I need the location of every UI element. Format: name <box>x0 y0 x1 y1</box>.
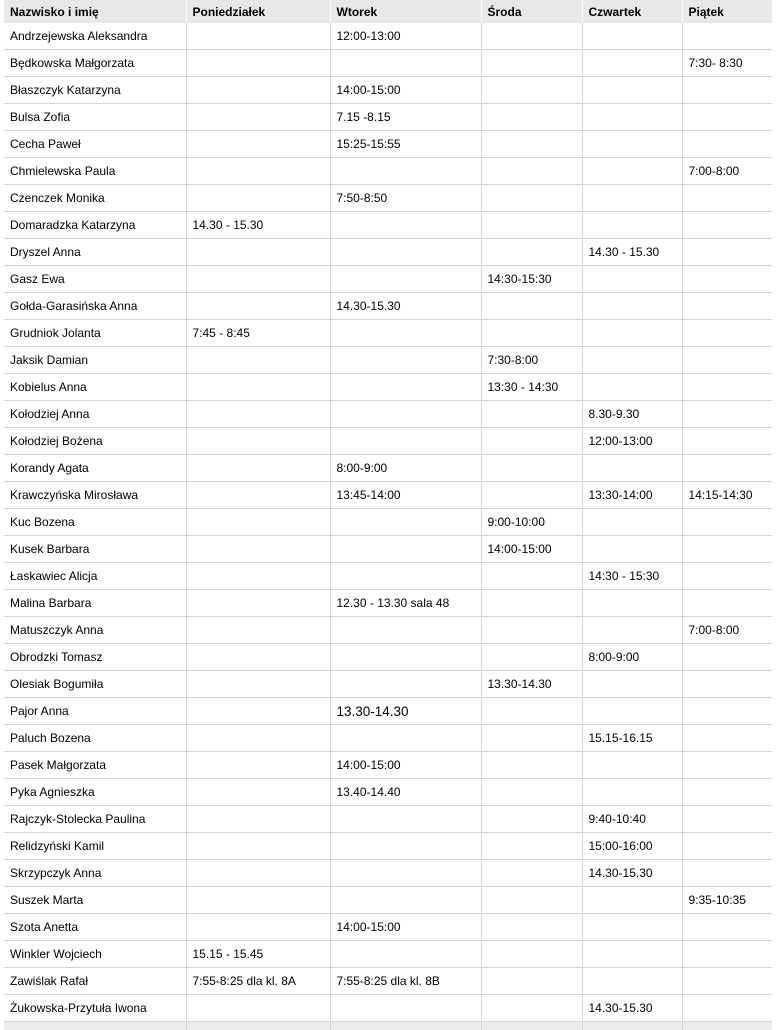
cell-tuesday <box>330 401 481 428</box>
cell-name: Zawiślak Rafał <box>4 968 186 995</box>
cell-wednesday <box>481 104 582 131</box>
cell-friday <box>682 779 772 806</box>
cell-monday <box>186 50 330 77</box>
table-row <box>4 536 772 563</box>
schedule-body <box>4 23 772 1030</box>
cell-wednesday <box>481 131 582 158</box>
cell-monday <box>186 401 330 428</box>
cell-name: Domaradzka Katarzyna <box>4 212 186 239</box>
cell-name: Będkowska Małgorzata <box>4 50 186 77</box>
cell-thursday <box>582 752 682 779</box>
cell-name: Korandy Agata <box>4 455 186 482</box>
cell-monday <box>186 347 330 374</box>
cell-friday <box>682 833 772 860</box>
cell-thursday: 14:30 - 15:30 <box>582 563 682 590</box>
cell-name: Winkler Wojciech <box>4 941 186 968</box>
header-row <box>4 0 772 23</box>
cell-tuesday <box>330 860 481 887</box>
schedule-table <box>4 0 772 1030</box>
cell-friday: 9:35-10:35 <box>682 887 772 914</box>
cell-thursday <box>582 185 682 212</box>
cell-thursday <box>582 887 682 914</box>
table-row <box>4 482 772 509</box>
cell-name: Olesiak Bogumiła <box>4 671 186 698</box>
cell-friday <box>682 644 772 671</box>
cell-wednesday <box>481 617 582 644</box>
cell-monday: 7:55-8:25 dla kl. 8A <box>186 968 330 995</box>
cell-name: Kobielus Anna <box>4 374 186 401</box>
cell-name: Chmielewska Paula <box>4 158 186 185</box>
cell-monday <box>186 158 330 185</box>
cell-friday <box>682 104 772 131</box>
cell-monday <box>186 887 330 914</box>
empty-cell <box>186 1022 330 1030</box>
cell-friday <box>682 239 772 266</box>
cell-monday <box>186 752 330 779</box>
cell-thursday <box>582 509 682 536</box>
cell-friday <box>682 185 772 212</box>
cell-friday <box>682 455 772 482</box>
cell-name: Kusek Barbara <box>4 536 186 563</box>
cell-tuesday: 13.30-14.30 <box>330 698 481 725</box>
cell-tuesday <box>330 617 481 644</box>
cell-thursday <box>582 266 682 293</box>
cell-friday <box>682 536 772 563</box>
empty-cell <box>330 1022 481 1030</box>
cell-thursday: 15:00-16:00 <box>582 833 682 860</box>
cell-thursday <box>582 617 682 644</box>
cell-tuesday <box>330 347 481 374</box>
cell-wednesday <box>481 725 582 752</box>
cell-friday <box>682 23 772 50</box>
cell-monday <box>186 374 330 401</box>
cell-monday <box>186 482 330 509</box>
cell-thursday: 13:30-14:00 <box>582 482 682 509</box>
cell-wednesday <box>481 644 582 671</box>
table-row <box>4 239 772 266</box>
empty-cell <box>682 1022 772 1030</box>
cell-tuesday <box>330 995 481 1022</box>
cell-monday <box>186 185 330 212</box>
header-monday: Poniedziałek <box>186 0 330 23</box>
cell-monday <box>186 293 330 320</box>
table-row <box>4 185 772 212</box>
cell-thursday <box>582 968 682 995</box>
cell-tuesday <box>330 428 481 455</box>
cell-thursday <box>582 293 682 320</box>
cell-wednesday <box>481 779 582 806</box>
table-row <box>4 698 772 725</box>
cell-friday <box>682 509 772 536</box>
table-row <box>4 347 772 374</box>
table-row <box>4 725 772 752</box>
cell-name: Skrzypczyk Anna <box>4 860 186 887</box>
cell-thursday: 15.15-16.15 <box>582 725 682 752</box>
cell-thursday: 8:00-9:00 <box>582 644 682 671</box>
cell-friday <box>682 401 772 428</box>
cell-name: Rajczyk-Stolecka Paulina <box>4 806 186 833</box>
cell-friday: 7:30- 8:30 <box>682 50 772 77</box>
table-row <box>4 77 772 104</box>
cell-monday <box>186 563 330 590</box>
cell-wednesday: 13.30-14.30 <box>481 671 582 698</box>
cell-wednesday <box>481 293 582 320</box>
table-row <box>4 509 772 536</box>
cell-wednesday <box>481 887 582 914</box>
cell-name: Jaksik Damian <box>4 347 186 374</box>
table-row <box>4 455 772 482</box>
cell-wednesday <box>481 212 582 239</box>
cell-monday <box>186 590 330 617</box>
header-name: Nazwisko i imię <box>4 0 186 23</box>
table-row <box>4 23 772 50</box>
table-row <box>4 50 772 77</box>
cell-wednesday <box>481 941 582 968</box>
cell-wednesday <box>481 50 582 77</box>
cell-wednesday <box>481 833 582 860</box>
table-row <box>4 752 772 779</box>
cell-tuesday <box>330 509 481 536</box>
cell-thursday <box>582 104 682 131</box>
cell-monday <box>186 779 330 806</box>
cell-thursday <box>582 23 682 50</box>
cell-friday <box>682 806 772 833</box>
table-row <box>4 104 772 131</box>
cell-wednesday <box>481 860 582 887</box>
cell-friday <box>682 968 772 995</box>
cell-friday: 7:00-8:00 <box>682 158 772 185</box>
cell-thursday <box>582 698 682 725</box>
cell-wednesday: 13:30 - 14:30 <box>481 374 582 401</box>
table-row <box>4 401 772 428</box>
cell-monday: 15.15 - 15.45 <box>186 941 330 968</box>
cell-monday <box>186 698 330 725</box>
table-row <box>4 212 772 239</box>
cell-name: Suszek Marta <box>4 887 186 914</box>
cell-monday <box>186 428 330 455</box>
cell-thursday: 9:40-10:40 <box>582 806 682 833</box>
cell-friday <box>682 293 772 320</box>
cell-tuesday: 14:00-15:00 <box>330 914 481 941</box>
table-row <box>4 644 772 671</box>
cell-monday <box>186 77 330 104</box>
cell-wednesday <box>481 239 582 266</box>
table-row <box>4 860 772 887</box>
cell-name: Kołodziej Anna <box>4 401 186 428</box>
cell-monday: 14.30 - 15.30 <box>186 212 330 239</box>
cell-thursday: 8.30-9.30 <box>582 401 682 428</box>
cell-tuesday <box>330 158 481 185</box>
cell-monday <box>186 536 330 563</box>
empty-cell <box>4 1022 186 1030</box>
cell-friday <box>682 320 772 347</box>
table-row <box>4 293 772 320</box>
cell-friday <box>682 428 772 455</box>
cell-name: Gasz Ewa <box>4 266 186 293</box>
cell-friday <box>682 725 772 752</box>
table-row <box>4 914 772 941</box>
empty-cell <box>582 1022 682 1030</box>
cell-wednesday: 9:00-10:00 <box>481 509 582 536</box>
cell-name: Kuc Bozena <box>4 509 186 536</box>
cell-thursday <box>582 590 682 617</box>
cell-tuesday <box>330 941 481 968</box>
cell-friday <box>682 131 772 158</box>
table-row <box>4 617 772 644</box>
cell-name: Krawczyńska Mirosława <box>4 482 186 509</box>
cell-thursday <box>582 320 682 347</box>
cell-monday <box>186 131 330 158</box>
cell-name: Relidzyński Kamil <box>4 833 186 860</box>
cell-name: Kołodziej Bożena <box>4 428 186 455</box>
table-row <box>4 590 772 617</box>
table-row <box>4 131 772 158</box>
cell-tuesday: 13.40-14.40 <box>330 779 481 806</box>
cell-thursday: 12:00-13:00 <box>582 428 682 455</box>
cell-monday <box>186 860 330 887</box>
cell-thursday <box>582 941 682 968</box>
cell-friday <box>682 212 772 239</box>
cell-tuesday: 7.15 -8.15 <box>330 104 481 131</box>
cell-wednesday <box>481 158 582 185</box>
cell-wednesday <box>481 185 582 212</box>
cell-name: Andrzejewska Aleksandra <box>4 23 186 50</box>
cell-tuesday <box>330 563 481 590</box>
cell-friday: 14:15-14:30 <box>682 482 772 509</box>
cell-friday <box>682 671 772 698</box>
cell-friday <box>682 77 772 104</box>
cell-monday <box>186 266 330 293</box>
cell-wednesday: 14:30-15:30 <box>481 266 582 293</box>
header-thursday: Czwartek <box>582 0 682 23</box>
cell-wednesday <box>481 455 582 482</box>
cell-friday <box>682 860 772 887</box>
cell-name: Bulsa Zofia <box>4 104 186 131</box>
cell-tuesday <box>330 239 481 266</box>
cell-name: Dryszel Anna <box>4 239 186 266</box>
cell-wednesday <box>481 482 582 509</box>
cell-name: Pyka Agnieszka <box>4 779 186 806</box>
table-row-partial <box>4 1022 772 1030</box>
cell-friday <box>682 590 772 617</box>
cell-name: Szota Anetta <box>4 914 186 941</box>
cell-thursday <box>582 158 682 185</box>
cell-tuesday <box>330 887 481 914</box>
cell-tuesday <box>330 644 481 671</box>
table-row <box>4 995 772 1022</box>
table-row <box>4 320 772 347</box>
cell-name: Pajor Anna <box>4 698 186 725</box>
cell-wednesday <box>481 806 582 833</box>
cell-friday <box>682 563 772 590</box>
cell-tuesday <box>330 536 481 563</box>
cell-tuesday <box>330 833 481 860</box>
cell-name: Grudniok Jolanta <box>4 320 186 347</box>
cell-wednesday <box>481 968 582 995</box>
cell-wednesday <box>481 23 582 50</box>
cell-name: Pasek Małgorzata <box>4 752 186 779</box>
cell-monday <box>186 644 330 671</box>
cell-monday <box>186 239 330 266</box>
cell-tuesday: 7:55-8:25 dla kl. 8B <box>330 968 481 995</box>
cell-friday <box>682 995 772 1022</box>
cell-name: Czenczek Monika <box>4 185 186 212</box>
cell-monday <box>186 914 330 941</box>
table-row <box>4 374 772 401</box>
cell-thursday: 14.30-15.30 <box>582 860 682 887</box>
cell-tuesday <box>330 806 481 833</box>
cell-tuesday <box>330 725 481 752</box>
header-tuesday: Wtorek <box>330 0 481 23</box>
table-row <box>4 806 772 833</box>
cell-wednesday: 7:30-8:00 <box>481 347 582 374</box>
cell-monday <box>186 104 330 131</box>
cell-wednesday <box>481 428 582 455</box>
cell-name: Cecha Paweł <box>4 131 186 158</box>
cell-thursday <box>582 50 682 77</box>
cell-thursday <box>582 914 682 941</box>
cell-name: Matuszczyk Anna <box>4 617 186 644</box>
cell-monday <box>186 725 330 752</box>
cell-tuesday: 14:00-15:00 <box>330 77 481 104</box>
cell-tuesday <box>330 266 481 293</box>
cell-thursday: 14.30 - 15.30 <box>582 239 682 266</box>
cell-monday: 7:45 - 8:45 <box>186 320 330 347</box>
cell-monday <box>186 509 330 536</box>
cell-wednesday <box>481 590 582 617</box>
table-row <box>4 266 772 293</box>
cell-name: Łaskawiec Alicja <box>4 563 186 590</box>
cell-thursday <box>582 779 682 806</box>
table-row <box>4 428 772 455</box>
cell-wednesday <box>481 563 582 590</box>
cell-friday <box>682 347 772 374</box>
cell-tuesday: 15:25-15:55 <box>330 131 481 158</box>
cell-tuesday <box>330 671 481 698</box>
table-row <box>4 941 772 968</box>
cell-monday <box>186 617 330 644</box>
table-row <box>4 671 772 698</box>
table-row <box>4 779 772 806</box>
cell-friday <box>682 752 772 779</box>
cell-name: Gołda-Garasińska Anna <box>4 293 186 320</box>
cell-wednesday <box>481 995 582 1022</box>
cell-thursday <box>582 455 682 482</box>
table-row <box>4 968 772 995</box>
cell-wednesday <box>481 914 582 941</box>
cell-friday: 7:00-8:00 <box>682 617 772 644</box>
cell-friday <box>682 914 772 941</box>
cell-monday <box>186 671 330 698</box>
cell-wednesday: 14:00-15:00 <box>481 536 582 563</box>
cell-wednesday <box>481 698 582 725</box>
cell-thursday <box>582 131 682 158</box>
cell-wednesday <box>481 320 582 347</box>
cell-monday <box>186 995 330 1022</box>
cell-tuesday: 13:45-14:00 <box>330 482 481 509</box>
cell-wednesday <box>481 77 582 104</box>
cell-tuesday <box>330 212 481 239</box>
table-row <box>4 158 772 185</box>
table-row <box>4 563 772 590</box>
header-friday: Piątek <box>682 0 772 23</box>
cell-tuesday: 12:00-13:00 <box>330 23 481 50</box>
cell-monday <box>186 455 330 482</box>
cell-tuesday <box>330 374 481 401</box>
cell-thursday <box>582 212 682 239</box>
cell-thursday <box>582 347 682 374</box>
table-row <box>4 833 772 860</box>
cell-tuesday: 7:50-8:50 <box>330 185 481 212</box>
cell-name: Żukowska-Przytuła Iwona <box>4 995 186 1022</box>
header-wednesday: Środa <box>481 0 582 23</box>
cell-tuesday: 14.30-15.30 <box>330 293 481 320</box>
cell-wednesday <box>481 752 582 779</box>
cell-thursday: 14.30-15.30 <box>582 995 682 1022</box>
cell-thursday <box>582 536 682 563</box>
cell-friday <box>682 698 772 725</box>
cell-friday <box>682 374 772 401</box>
cell-thursday <box>582 671 682 698</box>
cell-tuesday: 14:00-15:00 <box>330 752 481 779</box>
cell-tuesday: 12.30 - 13.30 sala 48 <box>330 590 481 617</box>
cell-tuesday <box>330 320 481 347</box>
cell-friday <box>682 941 772 968</box>
cell-name: Paluch Bozena <box>4 725 186 752</box>
empty-cell <box>481 1022 582 1030</box>
cell-tuesday <box>330 50 481 77</box>
cell-wednesday <box>481 401 582 428</box>
cell-name: Obrodzki Tomasz <box>4 644 186 671</box>
cell-thursday <box>582 374 682 401</box>
cell-name: Malina Barbara <box>4 590 186 617</box>
cell-monday <box>186 833 330 860</box>
cell-name: Błaszczyk Katarzyna <box>4 77 186 104</box>
cell-friday <box>682 266 772 293</box>
cell-monday <box>186 806 330 833</box>
table-row <box>4 887 772 914</box>
cell-monday <box>186 23 330 50</box>
cell-thursday <box>582 77 682 104</box>
cell-tuesday: 8:00-9:00 <box>330 455 481 482</box>
